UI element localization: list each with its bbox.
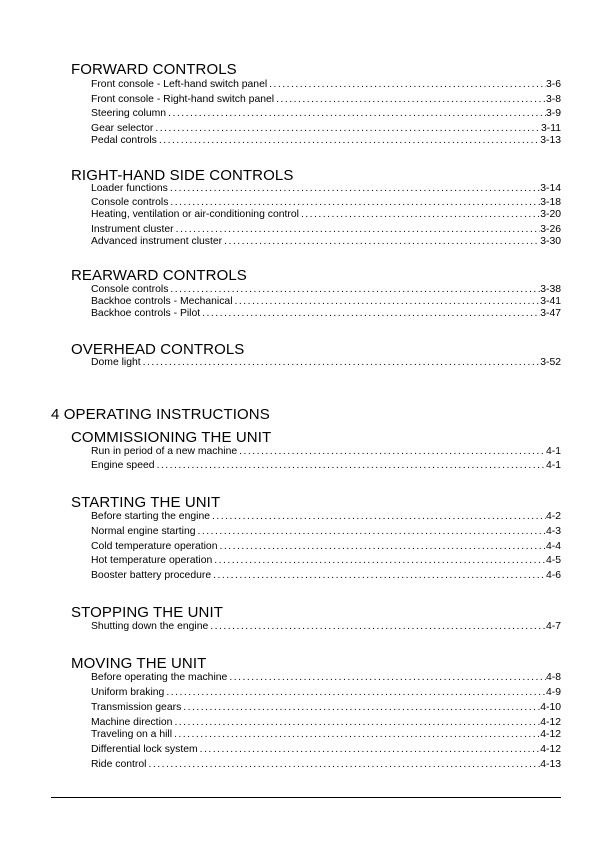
section-heading: STOPPING THE UNIT bbox=[71, 604, 224, 621]
dot-leader bbox=[208, 621, 546, 633]
toc-entry-page: 3-38 bbox=[540, 284, 561, 295]
chapter-title: 4 OPERATING INSTRUCTIONS bbox=[51, 406, 270, 423]
toc-entry-title: Cold temperature operation bbox=[91, 541, 218, 552]
toc-entry[interactable] bbox=[91, 307, 561, 320]
toc-entry-page: 3-30 bbox=[540, 236, 561, 247]
section-heading: COMMISSIONING THE UNIT bbox=[71, 429, 272, 446]
toc-entry[interactable] bbox=[91, 78, 561, 91]
toc-entry[interactable] bbox=[91, 208, 561, 221]
toc-entry-page: 3-52 bbox=[540, 357, 561, 368]
toc-entry-title: Normal engine starting bbox=[91, 526, 196, 537]
toc-entry-page: 4-9 bbox=[545, 687, 561, 698]
toc-entry-page: 4-12 bbox=[540, 717, 561, 728]
toc-entry-page: 4-12 bbox=[540, 729, 561, 740]
toc-entry[interactable] bbox=[91, 728, 561, 741]
toc-entry[interactable] bbox=[91, 620, 561, 633]
toc-entry-page: 3-18 bbox=[540, 197, 561, 208]
toc-entry-page: 4-7 bbox=[545, 621, 561, 632]
toc-entry-title: Pedal controls bbox=[91, 135, 157, 146]
toc-entry-page: 3-9 bbox=[545, 108, 561, 119]
toc-entry-title: Backhoe controls - Pilot bbox=[91, 308, 201, 319]
toc-entry-page: 3-20 bbox=[540, 209, 561, 220]
dot-leader bbox=[212, 555, 546, 567]
section-heading: OVERHEAD CONTROLS bbox=[71, 341, 245, 358]
toc-entry-title: Dome light bbox=[91, 357, 141, 368]
toc-entry-page: 4-10 bbox=[540, 702, 561, 713]
section-heading: MOVING THE UNIT bbox=[71, 655, 207, 672]
toc-entry[interactable] bbox=[91, 134, 561, 147]
toc-entry-page: 3-41 bbox=[540, 296, 561, 307]
toc-entry-title: Traveling on a hill bbox=[91, 729, 173, 740]
toc-entry-page: 4-1 bbox=[545, 446, 561, 457]
toc-entry[interactable] bbox=[91, 93, 561, 106]
toc-entry[interactable] bbox=[91, 510, 561, 523]
dot-leader bbox=[218, 541, 546, 553]
dot-leader bbox=[211, 570, 546, 582]
toc-entry[interactable] bbox=[91, 569, 561, 582]
toc-entry-page: 3-14 bbox=[540, 183, 561, 194]
toc-entry-page: 4-3 bbox=[545, 526, 561, 537]
toc-entry-page: 4-5 bbox=[545, 555, 561, 566]
toc-entry-title: Run in period of a new machine bbox=[91, 446, 238, 457]
dot-leader bbox=[168, 183, 540, 195]
section-heading: STARTING THE UNIT bbox=[71, 494, 221, 511]
toc-entry-page: 4-13 bbox=[540, 759, 561, 770]
toc-entry-title: Front console - Left-hand switch panel bbox=[91, 79, 268, 90]
toc-entry-page: 4-1 bbox=[545, 460, 561, 471]
dot-leader bbox=[164, 687, 546, 699]
dot-leader bbox=[198, 744, 541, 756]
toc-entry-title: Transmission gears bbox=[91, 702, 182, 713]
toc-entry-title: Before starting the engine bbox=[91, 511, 210, 522]
toc-entry[interactable] bbox=[91, 540, 561, 553]
toc-entry-page: 3-11 bbox=[540, 123, 561, 134]
toc-entry-page: 3-47 bbox=[540, 308, 561, 319]
dot-leader bbox=[267, 79, 546, 91]
toc-entry[interactable] bbox=[91, 671, 561, 684]
toc-entry[interactable] bbox=[91, 182, 561, 195]
dot-leader bbox=[222, 236, 540, 248]
dot-leader bbox=[237, 446, 546, 458]
dot-leader bbox=[141, 357, 541, 369]
toc-entry-page: 4-12 bbox=[540, 744, 561, 755]
toc-entry-title: Loader functions bbox=[91, 183, 168, 194]
toc-entry-title: Backhoe controls - Mechanical bbox=[91, 296, 233, 307]
toc-entry[interactable] bbox=[91, 758, 561, 771]
toc-entry-page: 3-13 bbox=[540, 135, 561, 146]
dot-leader bbox=[200, 308, 540, 320]
toc-entry[interactable] bbox=[91, 525, 561, 538]
toc-entry-title: Shutting down the engine bbox=[91, 621, 209, 632]
toc-entry-title: Front console - Right-hand switch panel bbox=[91, 94, 275, 105]
toc-entry[interactable] bbox=[91, 445, 561, 458]
section-heading: FORWARD CONTROLS bbox=[71, 61, 237, 78]
toc-entry-title: Steering column bbox=[91, 108, 167, 119]
dot-leader bbox=[210, 511, 546, 523]
toc-entry-title: Booster battery procedure bbox=[91, 570, 212, 581]
footer-rule bbox=[51, 797, 561, 798]
dot-leader bbox=[274, 94, 546, 106]
dot-leader bbox=[157, 135, 540, 147]
toc-entry-title: Machine direction bbox=[91, 717, 173, 728]
toc-entry-title: Engine speed bbox=[91, 460, 155, 471]
toc-entry-title: Differential lock system bbox=[91, 744, 198, 755]
dot-leader bbox=[196, 526, 546, 538]
toc-entry-title: Hot temperature operation bbox=[91, 555, 213, 566]
toc-entry-title: Uniform braking bbox=[91, 687, 165, 698]
toc-entry-page: 3-8 bbox=[545, 94, 561, 105]
toc-entry[interactable] bbox=[91, 701, 561, 714]
toc-entry-title: Gear selector bbox=[91, 123, 154, 134]
toc-entry-page: 4-6 bbox=[545, 570, 561, 581]
toc-entry-page: 4-2 bbox=[545, 511, 561, 522]
toc-entry[interactable] bbox=[91, 743, 561, 756]
toc-entry-title: Console controls bbox=[91, 197, 169, 208]
dot-leader bbox=[146, 759, 540, 771]
toc-entry-page: 3-6 bbox=[545, 79, 561, 90]
toc-entry-page: 3-26 bbox=[540, 224, 561, 235]
toc-entry-page: 4-8 bbox=[545, 672, 561, 683]
toc-entry-title: Heating, ventilation or air-conditioning control bbox=[91, 209, 299, 220]
dot-leader bbox=[299, 209, 540, 221]
toc-entry[interactable] bbox=[91, 356, 561, 369]
toc-entry[interactable] bbox=[91, 686, 561, 699]
toc-entry-title: Console controls bbox=[91, 284, 169, 295]
toc-entry-title: Before operating the machine bbox=[91, 672, 228, 683]
dot-leader bbox=[166, 108, 546, 120]
toc-entry[interactable] bbox=[91, 107, 561, 120]
toc-entry-title: Instrument cluster bbox=[91, 224, 174, 235]
dot-leader bbox=[155, 460, 546, 472]
toc-entry[interactable] bbox=[91, 459, 561, 472]
section-heading: RIGHT-HAND SIDE CONTROLS bbox=[71, 167, 294, 184]
dot-leader bbox=[181, 702, 540, 714]
dot-leader bbox=[172, 729, 540, 741]
toc-entry-page: 4-4 bbox=[545, 541, 561, 552]
dot-leader bbox=[227, 672, 546, 684]
toc-entry[interactable] bbox=[91, 235, 561, 248]
toc-entry[interactable] bbox=[91, 554, 561, 567]
toc-entry-title: Ride control bbox=[91, 759, 147, 770]
toc-entry-title: Advanced instrument cluster bbox=[91, 236, 223, 247]
section-heading: REARWARD CONTROLS bbox=[71, 267, 247, 284]
